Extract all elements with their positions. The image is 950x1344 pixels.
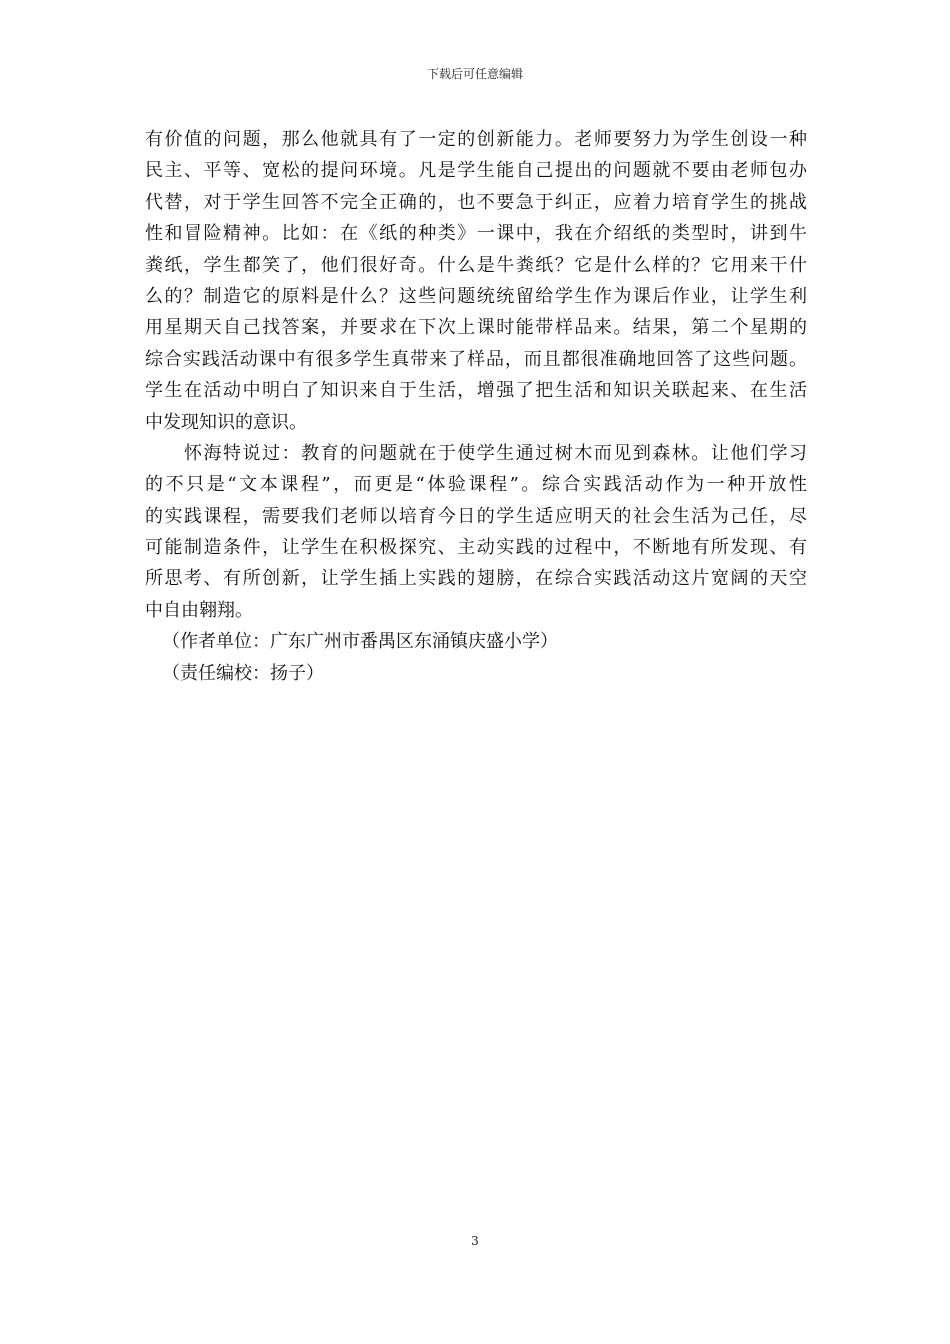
text-line: 民主、平等、宽松的提问环境。凡是学生能自己提出的问题就不要由老师包办 (145, 160, 807, 182)
text-line: 用星期天自己找答案，并要求在下次上课时能带样品来。结果，第二个星期的 (145, 317, 807, 339)
text-line: 可能制造条件，让学生在积极探究、主动实践的过程中，不断地有所发现、有 (145, 537, 807, 559)
text-line: 所思考、有所创新，让学生插上实践的翅膀，在综合实践活动这片宽阔的天空 (145, 568, 807, 590)
text-line: 有价值的问题，那么他就具有了一定的创新能力。老师要努力为学生创设一种 (145, 129, 807, 150)
editor-note: （责任编校：扬子） (162, 662, 324, 684)
paragraph-2 (145, 438, 807, 626)
text-line: 粪纸，学生都笑了，他们很好奇。什么是牛粪纸？它是什么样的？它用来干什 (145, 254, 807, 276)
text-line: 代替，对于学生回答不完全正确的，也不要急于纠正，应着力培育学生的挑战 (145, 191, 807, 213)
text-line: 性和冒险精神。比如：在《纸的种类》一课中，我在介绍纸的类型时，讲到牛 (145, 223, 807, 245)
text-line: 么的？制造它的原料是什么？这些问题统统留给学生作为课后作业，让学生利 (145, 285, 807, 307)
text-line: 中自由翱翔。 (145, 599, 253, 621)
page-number: 3 (471, 1234, 479, 1248)
page-header: 下载后可任意编辑 (426, 67, 523, 81)
text-line: 怀海特说过：教育的问题就在于使学生通过树木而见到森林。让他们学习 (184, 442, 807, 464)
text-line: 的实践课程，需要我们老师以培育今日的学生适应明天的社会生活为己任，尽 (145, 505, 807, 527)
author-unit-note: （作者单位：广东广州市番禺区东涌镇庆盛小学） (162, 631, 558, 653)
text-line: 的不只是“文本课程”，而更是“体验课程”。综合实践活动作为一种开放性 (145, 474, 807, 496)
text-line: 中发现知识的意识。 (145, 411, 307, 433)
text-line: 学生在活动中明白了知识来自于生活，增强了把生活和知识关联起来、在生活 (145, 380, 807, 402)
text-line: 综合实践活动课中有很多学生真带来了样品，而且都很准确地回答了这些问题。 (145, 348, 807, 370)
paragraph-1 (145, 124, 807, 438)
document-body (145, 124, 807, 689)
